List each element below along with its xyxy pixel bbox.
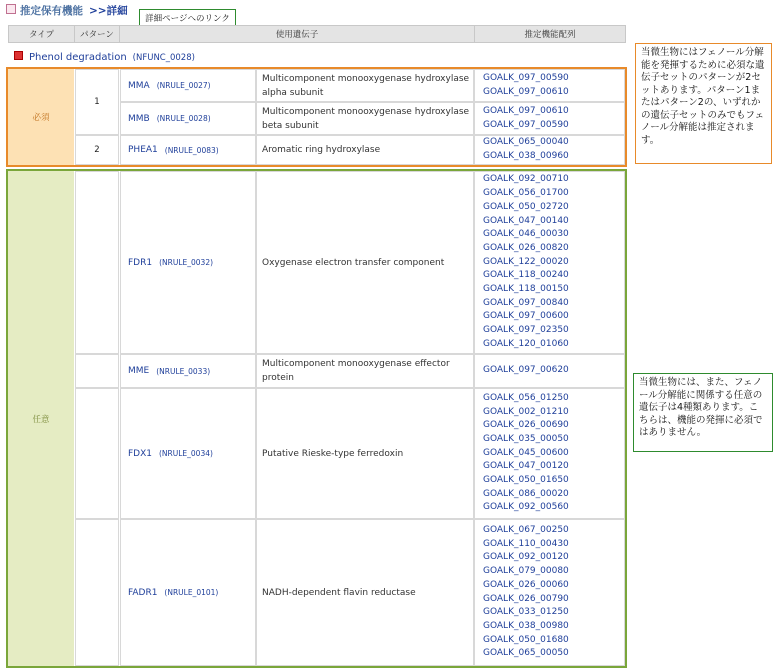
gene-description: Multicomponent monooxygenase effector protein xyxy=(256,354,474,388)
gene-link[interactable]: FDX1 xyxy=(128,448,152,459)
sequence-link[interactable]: GOALK_033_01250 xyxy=(483,607,569,618)
column-header-type: タイプ xyxy=(9,26,75,43)
page-title: 推定保有機能 xyxy=(20,5,83,17)
sequence-link[interactable]: GOALK_038_00960 xyxy=(483,151,569,161)
type-cell-optional: 任意 xyxy=(8,171,74,666)
gene-link[interactable]: MMA xyxy=(128,80,150,91)
gene-description: NADH-dependent flavin reductase xyxy=(256,519,474,666)
sequence-link[interactable]: GOALK_047_00140 xyxy=(483,215,569,226)
sequence-link[interactable]: GOALK_097_02350 xyxy=(483,325,569,336)
rule-code: (NRULE_0027) xyxy=(156,81,211,90)
gene-link[interactable]: PHEA1 xyxy=(128,145,158,155)
sequence-link[interactable]: GOALK_097_00610 xyxy=(483,86,569,97)
section-icon xyxy=(6,4,16,14)
gene-link[interactable]: FDR1 xyxy=(128,257,153,268)
gene-description: Oxygenase electron transfer component xyxy=(256,171,474,354)
gene-description: Multicomponent monooxygenase hydroxylase alpha subunit xyxy=(256,69,474,102)
sequence-link[interactable]: GOALK_086_00020 xyxy=(483,488,569,499)
rule-code: (NRULE_0032) xyxy=(159,258,214,267)
rule-code: (NRULE_0083) xyxy=(164,145,219,155)
required-section-outline xyxy=(6,67,627,167)
sequence-link[interactable]: GOALK_038_00980 xyxy=(483,620,569,631)
sequence-link[interactable]: GOALK_079_00080 xyxy=(483,566,569,577)
sequence-link[interactable]: GOALK_065_00040 xyxy=(483,137,569,148)
rule-code: (NRULE_0028) xyxy=(156,114,211,123)
detail-link[interactable]: >>詳細 xyxy=(89,5,128,17)
sequence-link[interactable]: GOALK_050_02720 xyxy=(483,201,569,212)
gene-link[interactable]: MME xyxy=(128,366,150,376)
pattern-cell-1: 1 xyxy=(75,69,119,135)
rule-code: (NRULE_0101) xyxy=(164,588,219,597)
sequence-link[interactable]: GOALK_097_00620 xyxy=(483,365,569,376)
gene-description: Putative Rieske-type ferredoxin xyxy=(256,388,474,519)
function-name-link[interactable]: Phenol degradation xyxy=(29,52,127,63)
column-header-sequences: 推定機能配列 xyxy=(475,26,626,43)
optional-genes-note: 当微生物には、また、フェノール分解能に関係する任意の遺伝子は4種類あります。こちらは、機能の発揮に必須ではありません。 xyxy=(633,373,773,452)
sequence-link[interactable]: GOALK_035_00050 xyxy=(483,433,569,444)
column-header-genes: 使用遺伝子 xyxy=(120,26,475,43)
sequence-link[interactable]: GOALK_110_00430 xyxy=(483,538,569,549)
sequence-link[interactable]: GOALK_050_01680 xyxy=(483,634,569,645)
type-cell-required: 必須 xyxy=(8,69,74,165)
required-genes-note: 当微生物にはフェノール分解能を発揮するために必須な遺伝子セットのパターンが2セットあります。パターン1またはパターン2の、いずれかの遺伝子セットのみでもフェノール分解能は推定されます。 xyxy=(635,43,772,164)
sequence-link[interactable]: GOALK_056_01250 xyxy=(483,392,569,403)
sequence-link[interactable]: GOALK_097_00600 xyxy=(483,311,569,322)
optional-section-outline xyxy=(6,169,627,668)
function-icon xyxy=(14,51,23,60)
sequence-link[interactable]: GOALK_067_00250 xyxy=(483,524,569,535)
sequence-link[interactable]: GOALK_092_00120 xyxy=(483,552,569,563)
sequence-link[interactable]: GOALK_097_00840 xyxy=(483,297,569,308)
sequence-link[interactable]: GOALK_046_00030 xyxy=(483,229,569,240)
gene-link[interactable]: FADR1 xyxy=(128,587,158,598)
sequence-link[interactable]: GOALK_097_00610 xyxy=(483,105,569,116)
sequence-link[interactable]: GOALK_045_00600 xyxy=(483,447,569,458)
sequence-link[interactable]: GOALK_122_00020 xyxy=(483,256,569,267)
sequence-link[interactable]: GOALK_097_00590 xyxy=(483,119,569,130)
detail-link-callout: 詳細ページへのリンク xyxy=(139,9,236,29)
results-table-header xyxy=(8,25,626,43)
sequence-link[interactable]: GOALK_097_00590 xyxy=(483,72,569,83)
column-header-pattern: パターン xyxy=(75,26,120,43)
pattern-cell-2: 2 xyxy=(75,135,119,165)
sequence-link[interactable]: GOALK_118_00150 xyxy=(483,284,569,295)
gene-link[interactable]: MMB xyxy=(128,113,150,124)
rule-code: (NRULE_0033) xyxy=(156,366,211,376)
sequence-link[interactable]: GOALK_026_00690 xyxy=(483,420,569,431)
gene-description: Multicomponent monooxygenase hydroxylase beta subunit xyxy=(256,102,474,135)
sequence-link[interactable]: GOALK_092_00710 xyxy=(483,174,569,185)
sequence-link[interactable]: GOALK_026_00060 xyxy=(483,579,569,590)
sequence-link[interactable]: GOALK_118_00240 xyxy=(483,270,569,281)
gene-description: Aromatic ring hydroxylase xyxy=(256,135,474,165)
sequence-link[interactable]: GOALK_056_01700 xyxy=(483,188,569,199)
sequence-link[interactable]: GOALK_092_00560 xyxy=(483,502,569,513)
rule-code: (NRULE_0034) xyxy=(159,449,213,458)
sequence-link[interactable]: GOALK_026_00820 xyxy=(483,242,569,253)
page-header xyxy=(6,3,128,18)
sequence-link[interactable]: GOALK_050_01650 xyxy=(483,475,569,486)
function-title xyxy=(14,51,195,63)
sequence-link[interactable]: GOALK_120_01060 xyxy=(483,338,569,349)
sequence-link[interactable]: GOALK_026_00790 xyxy=(483,593,569,604)
sequence-link[interactable]: GOALK_065_00050 xyxy=(483,648,569,659)
function-code: (NFUNC_0028) xyxy=(132,53,195,63)
sequence-link[interactable]: GOALK_002_01210 xyxy=(483,406,569,417)
sequence-link[interactable]: GOALK_047_00120 xyxy=(483,461,569,472)
